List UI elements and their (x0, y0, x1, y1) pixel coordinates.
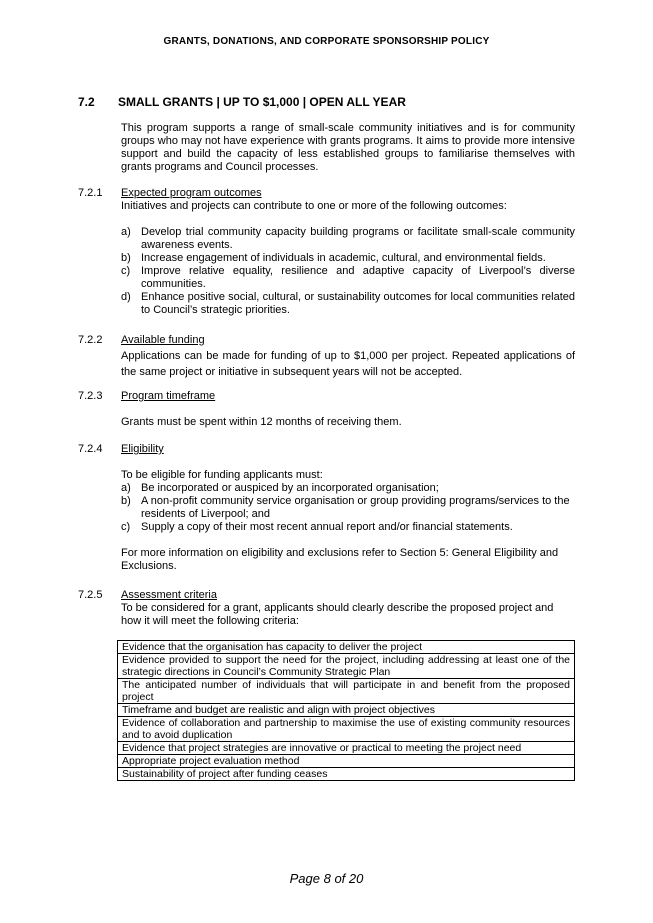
assessment-lead: To be considered for a grant, applicants should clearly describe the proposed project and how it will meet the following criteria: (121, 602, 554, 627)
criteria-cell: Evidence that the organisation has capacity to deliver the project (118, 641, 575, 654)
page-number: Page 8 of 20 (289, 871, 364, 886)
funding-block (121, 334, 575, 380)
eligibility-lead: To be eligible for funding applicants must: (121, 469, 323, 481)
list-item: a) Develop trial community capacity building programs or facilitate small-scale community awareness events. (121, 226, 575, 251)
criteria-cell: Sustainability of project after funding ceases (118, 768, 575, 781)
list-item: d) Enhance positive social, cultural, or sustainability outcomes for local communities related to Council’s strategic priorities. (121, 291, 575, 316)
timeframe-heading: Program timeframe (121, 390, 216, 402)
document-header: GRANTS, DONATIONS, AND CORPORATE SPONSORSHIP POLICY (163, 36, 490, 47)
list-item: b) A non-profit community service organisation or group providing programs/services to the residents of Liverpool; and (121, 495, 570, 520)
section-intro: This program supports a range of small-scale community initiatives and is for community groups who may not have experience with grants programs. It aims to provide more intensive support and build the capacity of less established groups to familiarise themselves with grants programs and Council processes. (121, 122, 575, 173)
criteria-cell: The anticipated number of individuals that will participate in and benefit from the proposed project (118, 679, 575, 704)
table-row (118, 742, 575, 755)
outcomes-list (121, 226, 575, 317)
assessment-block (121, 589, 575, 628)
section-heading (78, 95, 406, 109)
table-row (118, 755, 575, 768)
outcomes-lead: Initiatives and projects can contribute to one or more of the following outcomes: (121, 200, 507, 212)
list-item: c) Improve relative equality, resilience and adaptive capacity of Liverpool’s diverse communities. (121, 265, 575, 290)
eligibility-list (121, 482, 575, 534)
section-title: SMALL GRANTS | UP TO $1,000 | OPEN ALL YEAR (118, 95, 406, 109)
table-row (118, 654, 575, 679)
criteria-cell: Timeframe and budget are realistic and align with project objectives (118, 704, 575, 717)
criteria-cell: Appropriate project evaluation method (118, 755, 575, 768)
funding-text: Applications can be made for funding of up to $1,000 per project. Repeated applications of the same project or initiative in subsequent years will not be accepted. (121, 350, 575, 378)
list-item: b) Increase engagement of individuals in academic, cultural, and environmental fields. (121, 252, 546, 264)
eligibility-heading: Eligibility (121, 443, 164, 455)
eligibility-block (121, 443, 575, 573)
list-item: c) Supply a copy of their most recent annual report and/or financial statements. (121, 521, 513, 533)
table-row (118, 768, 575, 781)
outcomes-heading: Expected program outcomes (121, 187, 262, 199)
criteria-table (117, 640, 575, 781)
assessment-heading: Assessment criteria (121, 589, 217, 601)
funding-heading: Available funding (121, 334, 205, 346)
criteria-cell: Evidence of collaboration and partnership to maximise the use of existing community resources and to avoid duplication (118, 717, 575, 742)
table-row (118, 717, 575, 742)
funding-number: 7.2.2 (78, 334, 103, 346)
section-number: 7.2 (78, 95, 95, 109)
eligibility-number: 7.2.4 (78, 443, 103, 455)
outcomes-block (121, 187, 575, 317)
list-item: a) Be incorporated or auspiced by an incorporated organisation; (121, 482, 439, 494)
table-row (118, 704, 575, 717)
table-row (118, 679, 575, 704)
criteria-cell: Evidence that project strategies are innovative or practical to meeting the project need (118, 742, 575, 755)
timeframe-text: Grants must be spent within 12 months of receiving them. (121, 416, 402, 428)
assessment-number: 7.2.5 (78, 589, 103, 601)
eligibility-note: For more information on eligibility and exclusions refer to Section 5: General Eligibility and Exclusions. (121, 547, 559, 572)
outcomes-number: 7.2.1 (78, 187, 103, 199)
timeframe-block (121, 390, 575, 429)
timeframe-number: 7.2.3 (78, 390, 103, 402)
criteria-cell: Evidence provided to support the need for the project, including addressing at least one of the strategic directions in Council’s Community Strategic Plan (118, 654, 575, 679)
table-row (118, 641, 575, 654)
